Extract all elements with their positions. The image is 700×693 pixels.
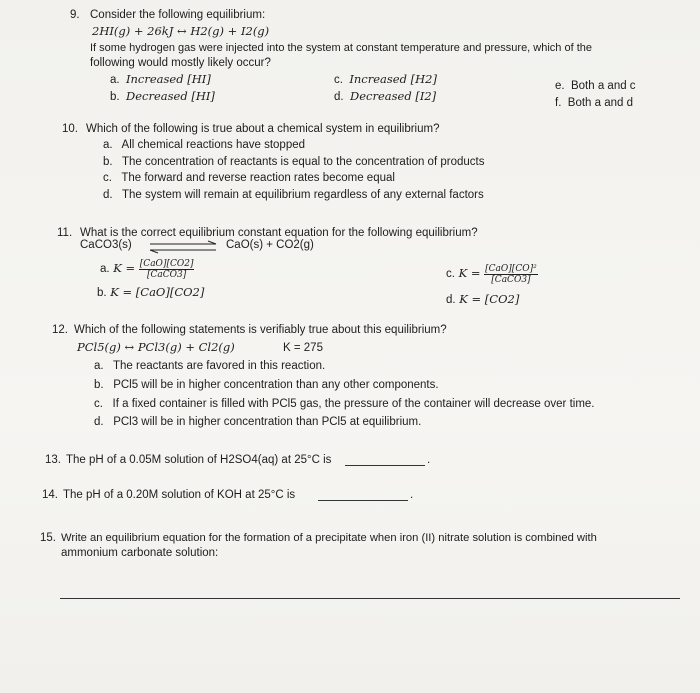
option-text: PCl3 will be in higher concentration than PCl5 at equilibrium.: [113, 416, 422, 428]
option-lhs: K =: [458, 266, 481, 280]
q15-answer-line[interactable]: [60, 598, 680, 599]
q12-option-a[interactable]: [94, 359, 325, 373]
option-letter: f.: [555, 97, 562, 109]
option-letter: a.: [110, 74, 120, 86]
q12-option-c[interactable]: [94, 397, 595, 411]
q10-question: Which of the following is true about a chemical system in equilibrium?: [86, 123, 440, 135]
option-text: Increased [HI]: [125, 72, 211, 86]
option-text: Increased [H2]: [349, 72, 437, 86]
option-text: If a fixed container is filled with PCl5 gas, the pressure of the container will decrease over time.: [112, 398, 595, 410]
q14-text: The pH of a 0.20M solution of KOH at 25°C is: [63, 489, 296, 501]
q12-k-value: K = 275: [283, 342, 323, 354]
option-letter: c.: [94, 398, 103, 410]
q11-number: 11.: [57, 227, 73, 239]
option-text: The system will remain at equilibrium regardless of any external factors: [121, 189, 484, 201]
option-letter: c.: [446, 268, 455, 280]
q10-option-b[interactable]: [103, 155, 484, 169]
option-letter: e.: [555, 80, 565, 92]
option-text: Decreased [I2]: [349, 89, 437, 103]
q9-number: 9.: [70, 9, 80, 21]
option-letter: d.: [446, 294, 456, 306]
q9-option-e[interactable]: [555, 79, 636, 93]
q15-line1: Write an equilibrium equation for the formation of a precipitate when iron (II) nitrate solution is combined with: [61, 532, 597, 544]
q14-number: 14.: [42, 489, 58, 501]
fraction-numerator: [CaO][CO2]: [139, 258, 194, 269]
fraction-numerator: [CaO][CO]²: [485, 263, 537, 274]
q9-option-f[interactable]: [555, 96, 633, 110]
option-text: The forward and reverse reaction rates become equal: [121, 172, 395, 184]
option-letter: d.: [103, 189, 113, 201]
q9-option-d[interactable]: [334, 89, 436, 104]
q12-equation: PCl5(g) ↔ PCl3(g) + Cl2(g): [77, 340, 235, 354]
fraction-denominator: [CaCO3]: [147, 269, 187, 280]
option-lhs: K =: [113, 261, 136, 275]
q10-option-d[interactable]: [103, 188, 484, 202]
q14-answer-blank[interactable]: [318, 490, 408, 501]
option-letter: b.: [97, 287, 107, 299]
fraction: [484, 264, 538, 285]
option-letter: a.: [103, 139, 113, 151]
q10-option-a[interactable]: [103, 138, 305, 152]
option-text: K = [CO2]: [459, 292, 520, 306]
equilibrium-arrow-icon: [148, 240, 220, 254]
q10-number: 10.: [62, 123, 78, 135]
option-letter: c.: [334, 74, 343, 86]
q9-option-b[interactable]: [110, 89, 215, 104]
q15-number: 15.: [40, 532, 56, 544]
option-letter: d.: [94, 416, 104, 428]
q9-question-line2: following would mostly likely occur?: [90, 57, 271, 69]
q9-option-a[interactable]: [110, 72, 211, 87]
option-text: Both a and c: [570, 80, 636, 92]
option-text: PCl5 will be in higher concentration than any other components.: [113, 379, 439, 391]
option-letter: a.: [100, 263, 110, 275]
option-text: All chemical reactions have stopped: [121, 139, 306, 151]
q9-question-line1: If some hydrogen gas were injected into the system at constant temperature and pressure, which of the: [90, 42, 592, 54]
q11-option-c[interactable]: [446, 261, 538, 286]
q14-end: .: [410, 489, 414, 501]
q9-title: Consider the following equilibrium:: [90, 9, 266, 21]
option-letter: b.: [110, 91, 120, 103]
option-text: Both a and d: [567, 97, 634, 109]
option-letter: c.: [103, 172, 112, 184]
q11-option-d[interactable]: [446, 292, 519, 307]
option-text: The concentration of reactants is equal to the concentration of products: [121, 156, 485, 168]
q13-number: 13.: [45, 454, 61, 466]
q13-text: The pH of a 0.05M solution of H2SO4(aq) at 25°C is: [66, 454, 332, 466]
option-letter: b.: [103, 156, 113, 168]
fraction-denominator: [CaCO3]: [491, 274, 531, 285]
q12-question: Which of the following statements is verifiably true about this equilibrium?: [74, 324, 447, 336]
option-text: The reactants are favored in this reaction.: [112, 360, 326, 372]
q11-products: CaO(s) + CO2(g): [226, 239, 314, 251]
q9-equation: 2HI(g) + 26kJ ↔ H2(g) + I2(g): [92, 24, 270, 38]
q15-line2: ammonium carbonate solution:: [61, 547, 219, 559]
q13-answer-blank[interactable]: [345, 455, 425, 466]
option-text: Decreased [HI]: [125, 89, 215, 103]
q11-option-b[interactable]: [97, 285, 204, 300]
q11-question: What is the correct equilibrium constant equation for the following equilibrium?: [80, 227, 478, 239]
q12-option-d[interactable]: [94, 415, 421, 429]
q12-option-b[interactable]: [94, 378, 439, 392]
q11-option-a[interactable]: [100, 256, 194, 281]
q13-end: .: [427, 454, 431, 466]
option-letter: a.: [94, 360, 104, 372]
fraction: [139, 259, 195, 280]
option-letter: d.: [334, 91, 344, 103]
q9-option-c[interactable]: [334, 72, 437, 87]
q12-number: 12.: [52, 324, 68, 336]
option-letter: b.: [94, 379, 104, 391]
q11-reactant: CaCO3(s): [80, 239, 132, 251]
q10-option-c[interactable]: [103, 171, 395, 185]
option-text: K = [CaO][CO2]: [110, 285, 205, 299]
